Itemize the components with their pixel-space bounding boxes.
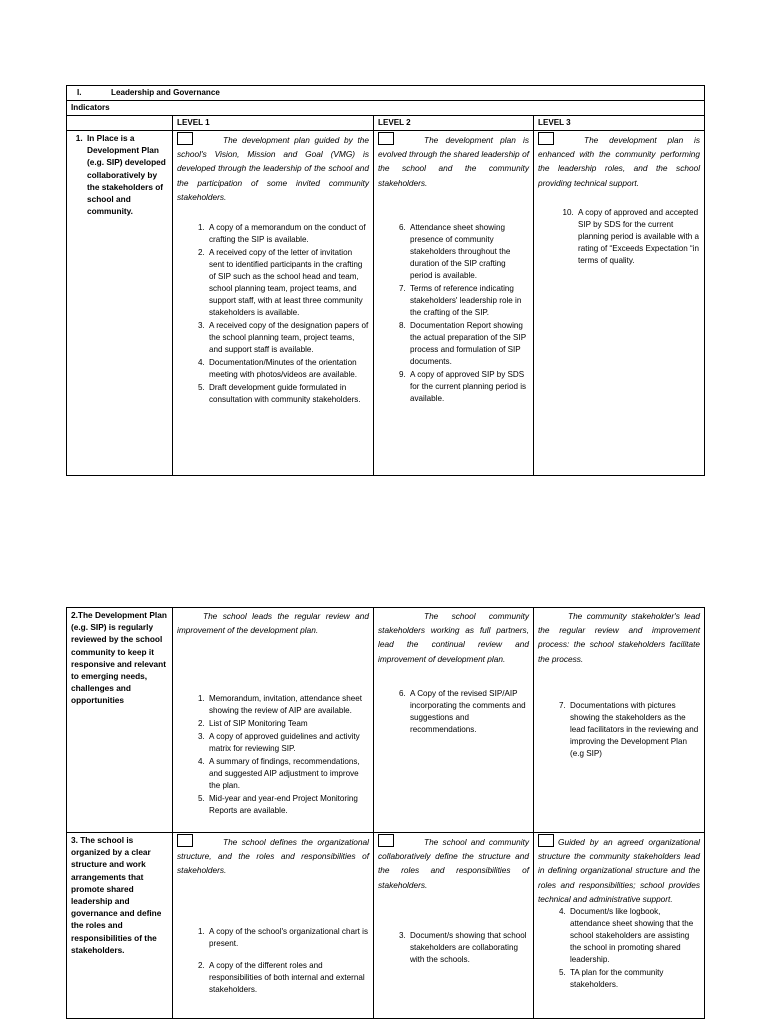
row1-level3-evidence-list: [538, 207, 700, 267]
list-item: 10. A copy of approved and accepted SIP by SDS for the current planning period is available with a rating of “Exceeds Expectation “in terms of quality.: [576, 207, 700, 267]
indicator-3-label: 3. The school is organized by a clear structure and work arrangements that promote shared leadership and governance and define the roles and responsibilities of the stakeholders.: [71, 835, 162, 955]
row2-level1-description: The school leads the regular review and improvement of the development plan.: [177, 611, 369, 636]
list-item: 7. Terms of reference indicating stakeholders' leadership role in the crafting of the SIP.: [408, 283, 529, 319]
row1-level1-evidence-list: [177, 222, 369, 406]
row1-level2-evidence-list: [378, 222, 529, 405]
row3-level1-evidence-list: [177, 926, 369, 996]
level3-checkbox[interactable]: [538, 834, 554, 847]
rubric-table-2: [66, 607, 705, 1019]
row3-level2-description: The school and community collaboratively define the structure and the roles and responsibilities of stakeholders.: [378, 837, 529, 890]
level-3-header: LEVEL 3: [534, 116, 705, 131]
row2-level2-description: The school community stakeholders working as full partners, lead the continual review and improvement of development plan.: [378, 611, 529, 664]
row2-level2-evidence-list: [378, 688, 529, 736]
indicator-cell-2: [67, 608, 173, 833]
list-item: 9. A copy of approved SIP by SDS for the current planning period is available.: [408, 369, 529, 405]
row1-level1-description: The development plan guided by the school's Vision, Mission and Goal (VMG) is developed through the leadership of the school and the participation of some invited community stakeholders.: [177, 135, 369, 202]
indicator-1-label: 1. In Place is a Development Plan (e.g. SIP) developed collaboratively by the stakeholders of school and community.: [85, 132, 168, 217]
list-item: 5. TA plan for the community stakeholders.: [568, 967, 700, 991]
list-item: 3. Document/s showing that school stakeholders are collaborating with the schools.: [408, 930, 529, 966]
row3-level2-cell: [374, 833, 534, 1019]
row1-level2-description: The development plan is evolved through the shared leadership of the school and the community stakeholders.: [378, 135, 529, 188]
row2-level3-evidence-list: [538, 700, 700, 760]
indicator-list: [71, 132, 168, 217]
list-item: 1. Memorandum, invitation, attendance sheet showing the review of AIP are available.: [207, 693, 369, 717]
row2-level2-cell: [374, 608, 534, 833]
row1-level2-cell: [374, 131, 534, 476]
indicator-2-label: 2.The Development Plan (e.g. SIP) is regularly reviewed by the school community to keep it responsive and relevant to emerging needs, challenges and opportunities: [71, 610, 167, 706]
list-item: 2. List of SIP Monitoring Team: [207, 718, 369, 730]
list-item: 1. A copy of a memorandum on the conduct of crafting the SIP is available.: [207, 222, 369, 246]
row3-level1-description: The school defines the organizational structure, and the roles and responsibilities of stakeholders.: [177, 837, 369, 876]
list-item: 4. A summary of findings, recommendations, and suggested AIP adjustment to improve the plan.: [207, 756, 369, 792]
list-item: 4. Document/s like logbook, attendance sheet showing that the school stakeholders are assisting the school in promoting shared leadership.: [568, 906, 700, 966]
indicator-cell-3: [67, 833, 173, 1019]
indicators-header: Indicators: [67, 101, 705, 116]
list-item: 3. A received copy of the designation papers of the school planning team, project teams, and support staff is available.: [207, 320, 369, 356]
row3-level3-evidence-list: [538, 906, 700, 991]
list-item: 4. Documentation/Minutes of the orientation meeting with photos/videos are available.: [207, 357, 369, 381]
level2-checkbox[interactable]: [378, 834, 394, 847]
row3-level3-description: Guided by an agreed organizational structure the community stakeholders lead in defining organizational structure and the roles and responsibilities; school provides technical and administrative support.: [538, 837, 700, 904]
list-item: 6. A Copy of the revised SIP/AIP incorporating the comments and suggestions and recommendations.: [408, 688, 529, 736]
row3-level2-evidence-list: [378, 930, 529, 966]
row3-level1-cell: [173, 833, 374, 1019]
row2-level3-description: The community stakeholder's lead the regular review and improvement process: the school stakeholders facilitate the process.: [538, 611, 700, 664]
list-item: 3. A copy of approved guidelines and activity matrix for reviewing SIP.: [207, 731, 369, 755]
level3-checkbox[interactable]: [538, 132, 554, 145]
blank-header-cell: [67, 116, 173, 131]
level2-checkbox[interactable]: [378, 132, 394, 145]
list-item: 2. A copy of the different roles and responsibilities of both internal and external stakeholders.: [207, 960, 369, 996]
list-item: 5. Mid-year and year-end Project Monitoring Reports are available.: [207, 793, 369, 817]
section-header: [67, 86, 705, 101]
row2-level1-cell: [173, 608, 374, 833]
indicator-cell-1: [67, 131, 173, 476]
rubric-table-1: [66, 85, 705, 476]
level1-checkbox[interactable]: [177, 834, 193, 847]
list-item: 5. Draft development guide formulated in consultation with community stakeholders.: [207, 382, 369, 406]
row2-level1-evidence-list: [177, 693, 369, 817]
row3-level3-cell: [534, 833, 705, 1019]
list-item: 1. A copy of the school's organizational chart is present.: [207, 926, 369, 950]
section-title: Leadership and Governance: [111, 88, 220, 97]
row1-level3-description: The development plan is enhanced with the community performing the leadership roles, and the school providing technical support.: [538, 135, 701, 188]
section-number: I.: [77, 88, 82, 97]
row1-level1-cell: [173, 131, 374, 476]
row2-level3-cell: [534, 608, 705, 833]
list-item: 2. A received copy of the letter of invitation sent to identified participants in the crafting of SIP such as the school head and team, school planning team, project teams, and support staff, with at least three community stakeholders is available.: [207, 247, 369, 319]
level1-checkbox[interactable]: [177, 132, 193, 145]
list-item: 7. Documentations with pictures showing the stakeholders as the lead facilitators in the reviewing and improving the Development Plan (e.g SIP): [568, 700, 700, 760]
row1-level3-cell: [534, 131, 705, 476]
level-1-header: LEVEL 1: [173, 116, 374, 131]
list-item: 6. Attendance sheet showing presence of community stakeholders throughout the duration of the SIP crafting period is available.: [408, 222, 529, 282]
list-item: 8. Documentation Report showing the actual preparation of the SIP process and formulation of SIP documents.: [408, 320, 529, 368]
level-2-header: LEVEL 2: [374, 116, 534, 131]
